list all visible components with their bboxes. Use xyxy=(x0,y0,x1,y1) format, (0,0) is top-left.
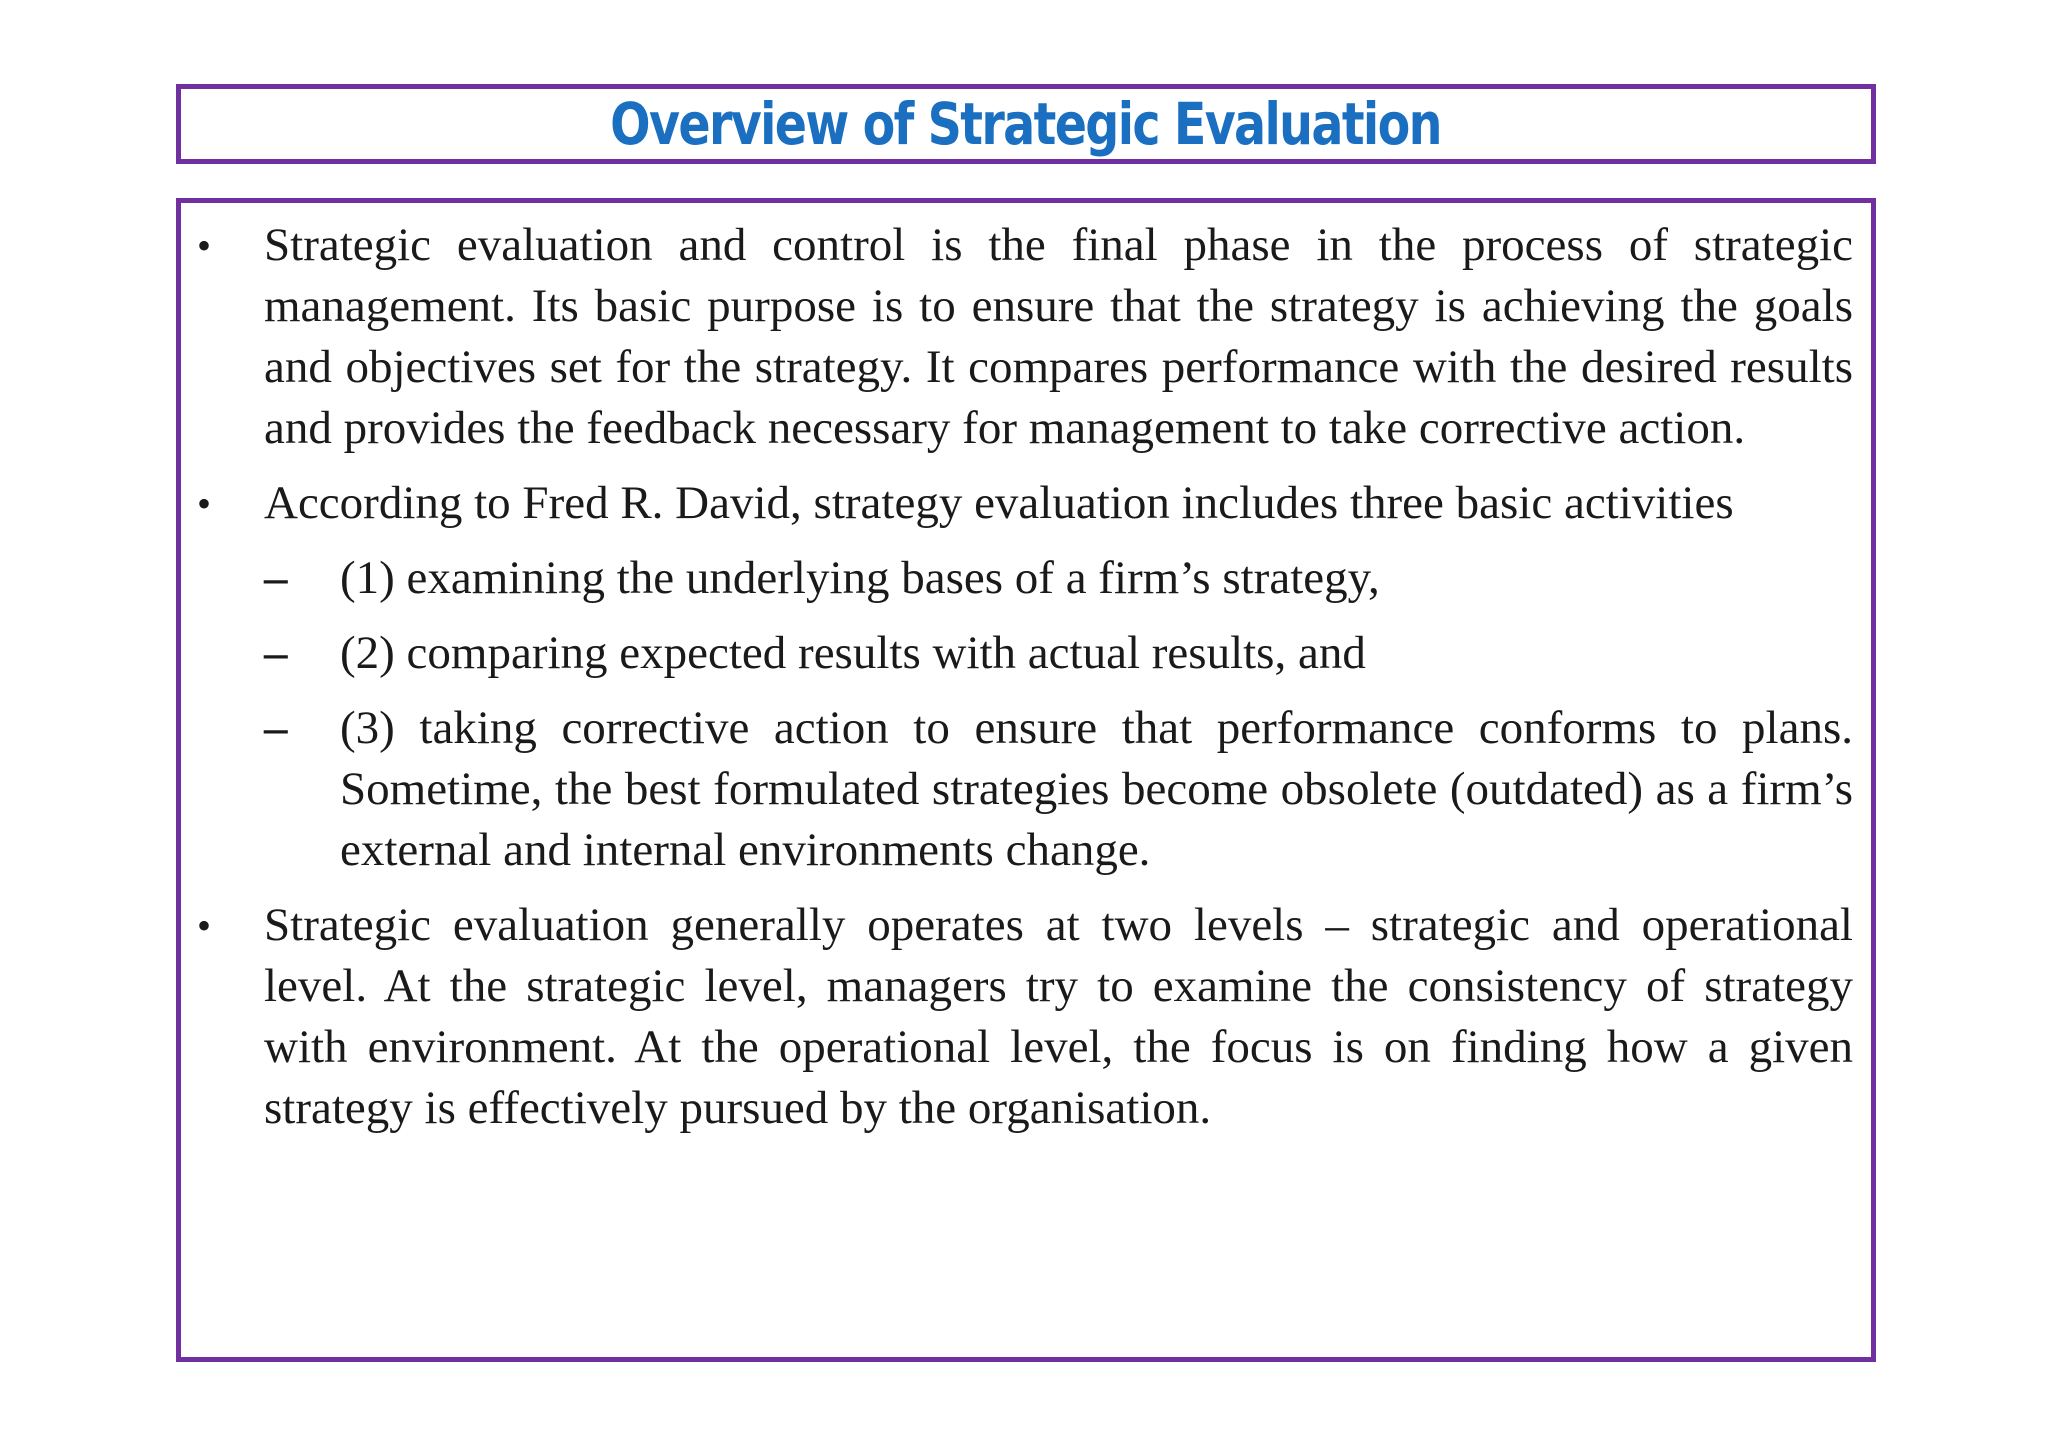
dash-icon: – xyxy=(264,552,288,604)
bullet-text: According to Fred R. David, strategy evaluation includes three basic activities xyxy=(264,477,1734,529)
dash-icon: – xyxy=(264,702,288,754)
bullet-list xyxy=(181,215,1853,1139)
bullet-item xyxy=(181,215,1853,459)
content-box xyxy=(176,198,1876,1362)
sub-item xyxy=(264,623,1853,684)
bullet-item xyxy=(181,473,1853,881)
bullet-icon: • xyxy=(197,903,212,948)
title-box xyxy=(176,84,1876,164)
sub-list xyxy=(264,548,1853,881)
sub-item-text: (3) taking corrective action to ensure that performance conforms to plans. Sometime, the best formulated strategies become obsolete (outdated) as a firm’s external and internal environments change. xyxy=(340,702,1853,876)
bullet-icon: • xyxy=(197,223,212,268)
sub-item xyxy=(264,548,1853,609)
page-title: Overview of Strategic Evaluation xyxy=(610,90,1442,158)
sub-item xyxy=(264,698,1853,881)
sub-item-text: (1) examining the underlying bases of a firm’s strategy, xyxy=(340,552,1380,604)
sub-item-text: (2) comparing expected results with actual results, and xyxy=(340,627,1366,679)
bullet-item xyxy=(181,895,1853,1139)
dash-icon: – xyxy=(264,627,288,679)
bullet-icon: • xyxy=(197,481,212,526)
bullet-text: Strategic evaluation generally operates at two levels – strategic and operational level. At the strategic level, managers try to examine the consistency of strategy with environment. At the operational level, the focus is on finding how a given strategy is effectively pursued by the organisation. xyxy=(264,899,1853,1134)
bullet-text: Strategic evaluation and control is the final phase in the process of strategic management. Its basic purpose is to ensure that the strategy is achieving the goals and objectives set for the strategy. It compares performance with the desired results and provides the feedback necessary for management to take corrective action. xyxy=(264,219,1853,454)
